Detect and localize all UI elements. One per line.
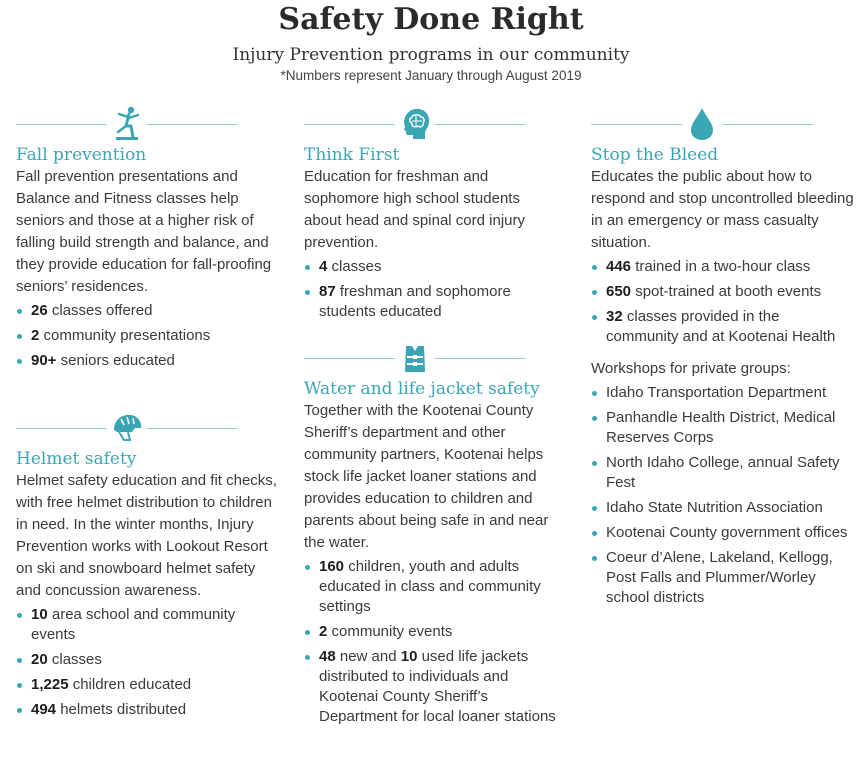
stat-number: 26 [31, 302, 48, 319]
section-description: Helmet safety education and fit checks, with free helmet distribution to children in need. In the winter months, Injury Prevention works with Lookout Resort on ski and snowboard helmet safety and concussion awareness. [16, 472, 277, 599]
stat-text: freshman and sophomore students educated [319, 283, 511, 320]
section-think-first [304, 104, 560, 327]
stats-list [16, 605, 278, 720]
stat-number: 494 [31, 701, 57, 718]
stats-list [16, 301, 276, 371]
list-item [591, 307, 855, 347]
stat-number: 48 [319, 648, 336, 665]
stats-list [304, 557, 566, 727]
list-item [304, 647, 566, 727]
stat-text: trained in a two-hour class [631, 258, 811, 275]
section-header [591, 104, 813, 144]
list-item [16, 675, 278, 695]
section-header [304, 338, 526, 378]
page-title: Safety Done Right [278, 2, 584, 37]
stat-text: community presentations [39, 327, 211, 344]
stat-number: 2 [31, 327, 40, 344]
helmet-icon [107, 408, 147, 448]
stat-text: children, youth and adults educated in class and community settings [319, 558, 541, 615]
workshops-heading: Workshops for private groups: [591, 360, 791, 377]
section-fall-prevention [16, 104, 276, 376]
section-title: Fall prevention [16, 145, 147, 165]
date-range-note: *Numbers represent January through August 2019 [280, 68, 582, 83]
list-item: Panhandle Health District, Medical Reserves Corps [591, 408, 855, 448]
stat-number: 87 [319, 283, 336, 300]
stat-text: seniors educated [56, 352, 175, 369]
stat-number: 20 [31, 651, 48, 668]
stat-number: 2 [319, 623, 328, 640]
stat-number: 160 [319, 558, 345, 575]
stat-text: area school and community events [31, 606, 236, 643]
stats-list [304, 257, 560, 322]
list-item: Idaho State Nutrition Association [591, 498, 855, 518]
section-title: Helmet safety [16, 449, 137, 469]
section-description: Fall prevention presentations and Balance and Fitness classes help seniors and those at a higher risk of falling build strength and balance, and they provide education for fall-proofing seniors’ residences. [16, 168, 272, 295]
list-item [304, 622, 566, 642]
section-description: Educates the public about how to respond and stop uncontrolled bleeding in an emergency or mass casualty situation. [591, 168, 854, 251]
list-item [304, 557, 566, 617]
section-title: Water and life jacket safety [304, 379, 540, 399]
list-item: North Idaho College, annual Safety Fest [591, 453, 855, 493]
list-item [16, 650, 278, 670]
stat-number: 1,225 [31, 676, 69, 693]
stat-text: classes [327, 258, 382, 275]
list-item [304, 257, 560, 277]
list-item [591, 257, 855, 277]
list-item [16, 326, 276, 346]
stat-text: used life jackets distributed to individuals and Kootenai County Sheriff’s Department for local loaner stations [319, 648, 556, 725]
list-item: Idaho Transportation Department [591, 383, 855, 403]
stat-number: 10 [31, 606, 48, 623]
list-item: Kootenai County government offices [591, 523, 855, 543]
section-header [304, 104, 526, 144]
section-title: Think First [304, 145, 400, 165]
section-header [16, 408, 238, 448]
brain-head-icon [395, 104, 435, 144]
stat-text: new and [335, 648, 401, 665]
stat-text: helmets distributed [56, 701, 187, 718]
stat-number: 32 [606, 308, 623, 325]
stat-text: classes offered [47, 302, 153, 319]
list-item [591, 282, 855, 302]
stats-list [591, 257, 855, 347]
section-title: Stop the Bleed [591, 145, 719, 165]
blood-drop-icon [682, 104, 722, 144]
list-item [16, 700, 278, 720]
stat-text: community events [327, 623, 453, 640]
list-item [16, 351, 276, 371]
stat-number: 4 [319, 258, 328, 275]
list-item [304, 282, 560, 322]
stat-number: 10 [400, 648, 418, 665]
section-stop-the-bleed [591, 104, 855, 613]
life-jacket-icon [395, 338, 435, 378]
section-description: Together with the Kootenai County Sheriff’s department and other community partners, Kootenai helps stock life jacket loaner stations and provides education to children and parents about being safe in and near the water. [304, 402, 549, 551]
stat-text: children educated [68, 676, 192, 693]
list-item [16, 301, 276, 321]
stat-number: 446 [606, 258, 632, 275]
workshops-list [591, 383, 855, 608]
stat-number: 650 [606, 283, 632, 300]
list-item [16, 605, 278, 645]
stat-text: classes provided in the community and at Kootenai Health [606, 308, 836, 345]
section-water-safety [304, 338, 566, 732]
stat-text: spot-trained at booth events [631, 283, 822, 300]
page-subtitle: Injury Prevention programs in our community [232, 45, 630, 65]
section-helmet-safety [16, 408, 278, 725]
stat-number: 90+ [31, 352, 57, 369]
stat-text: classes [47, 651, 102, 668]
section-header [16, 104, 238, 144]
section-description: Education for freshman and sophomore high school students about head and spinal cord injury prevention. [304, 168, 525, 251]
figure-balancing-icon [107, 104, 147, 144]
list-item: Coeur d’Alene, Lakeland, Kellogg, Post Falls and Plummer/Worley school districts [591, 548, 855, 608]
